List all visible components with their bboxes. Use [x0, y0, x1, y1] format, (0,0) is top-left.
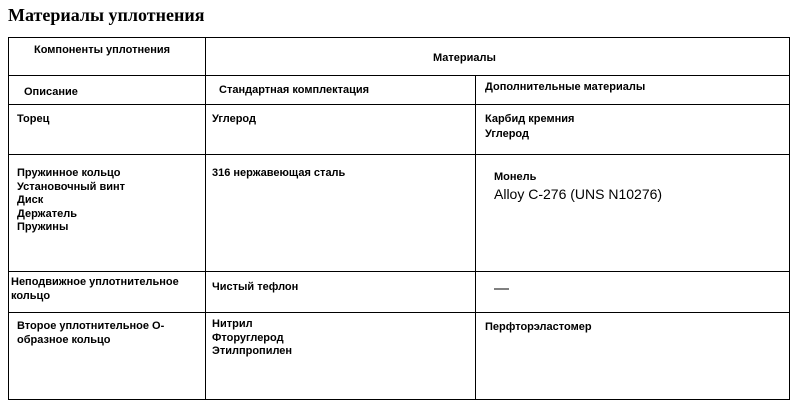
- page-title: Материалы уплотнения: [8, 5, 205, 25]
- materials-table: [8, 37, 790, 400]
- header-additional-cell: [476, 76, 790, 105]
- header-standard: Стандартная комплектация: [219, 84, 370, 96]
- header-additional: Дополнительные материалы: [485, 81, 646, 93]
- component-line: Пружины: [17, 221, 69, 233]
- row-face-additional: [476, 105, 790, 155]
- row-spring-additional: [476, 155, 790, 272]
- row-face-standard: [206, 105, 476, 155]
- additional-line: —: [494, 280, 509, 297]
- header-materials: Материалы: [433, 52, 496, 64]
- component-line: образное кольцо: [17, 333, 111, 346]
- row-oring-standard: [206, 313, 476, 400]
- component-line: Неподвижное уплотнительное: [11, 276, 179, 288]
- standard-line: Чистый тефлон: [212, 281, 299, 293]
- standard-line: 316 нержавеющая сталь: [212, 167, 346, 179]
- row-stationary-component: [9, 272, 206, 313]
- header-standard-cell: [206, 76, 476, 105]
- row-spring-standard: [206, 155, 476, 272]
- header-components: Компоненты уплотнения: [34, 44, 171, 56]
- standard-line: Нитрил: [212, 318, 253, 330]
- row-oring-additional: [476, 313, 790, 400]
- component-line: Держатель: [17, 207, 77, 220]
- standard-line: Углерод: [212, 113, 256, 125]
- component-line: Диск: [17, 194, 44, 206]
- row-stationary-additional: [476, 272, 790, 313]
- component-line: Установочный винт: [17, 180, 125, 193]
- row-oring-component: [9, 313, 206, 400]
- component-line: кольцо: [11, 289, 51, 302]
- standard-line: Фторуглерод: [212, 331, 284, 344]
- header-components-cell: [9, 38, 206, 76]
- additional-line: Монель: [494, 171, 537, 183]
- component-line: Пружинное кольцо: [17, 167, 121, 179]
- additional-line: Перфторэластомер: [485, 321, 592, 333]
- component-line: Торец: [17, 113, 50, 125]
- component-line: Второе уплотнительное О-: [17, 320, 165, 332]
- row-stationary-standard: [206, 272, 476, 313]
- header-description: Описание: [24, 86, 78, 98]
- additional-line: Углерод: [485, 128, 529, 140]
- header-materials-cell: [206, 38, 790, 76]
- row-face-component: [9, 105, 206, 155]
- header-description-cell: [9, 76, 206, 105]
- standard-line: Этилпропилен: [212, 345, 293, 357]
- additional-line: Карбид кремния: [485, 113, 575, 125]
- additional-line: Alloy C-276 (UNS N10276): [494, 186, 663, 202]
- row-spring-component: [9, 155, 206, 272]
